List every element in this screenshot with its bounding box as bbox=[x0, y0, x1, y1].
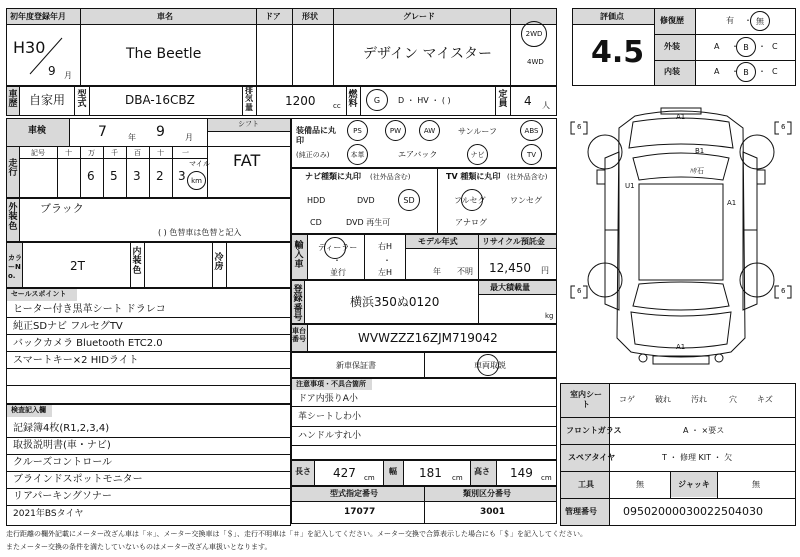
equip-leather-label: 本革 bbox=[350, 150, 365, 159]
equipment-label: 装備品に丸印 bbox=[296, 126, 336, 145]
repair-option-none bbox=[750, 11, 770, 31]
equip-airbag: エアバック bbox=[398, 150, 438, 159]
km-label: km bbox=[191, 176, 202, 185]
door-label: ドア bbox=[265, 12, 281, 21]
warranty-label: 新車保証書 bbox=[336, 361, 376, 370]
equip-pw-label: PW bbox=[389, 126, 402, 135]
footer-line-1: 走行距離の欄外記載にメーター改ざん車は「＊」、メーター交換車は「＄」、走行不明車は「＃」を記入してください。メーター交換で合算表示した場合にも「＄」を記入してください。 bbox=[6, 530, 587, 538]
exterior-label: 外装 bbox=[664, 42, 680, 51]
recycle-label: リサイクル預託金 bbox=[482, 237, 545, 246]
fuel-g: G bbox=[373, 95, 381, 105]
navi-type-note: (社外品含む) bbox=[370, 173, 411, 181]
caution-2: 革シートしわ小 bbox=[298, 412, 362, 422]
seat-option-scratch: キズ bbox=[757, 395, 773, 404]
mileage-header-man: 万 bbox=[88, 149, 95, 157]
class-no-label: 類別区分番号 bbox=[463, 489, 511, 498]
exterior-option-dot2: ・ bbox=[758, 42, 766, 51]
equip-abs-label: ABS bbox=[524, 126, 539, 135]
equip-aw-label: AW bbox=[423, 126, 436, 135]
navi-option-hdd: HDD bbox=[307, 196, 326, 205]
mileage-header-ten-thousands: 十 bbox=[65, 149, 72, 157]
caution-3: ハンドルすれ小 bbox=[298, 431, 362, 441]
model-year-unknown: 不明 bbox=[457, 267, 473, 276]
inspection-note-4: ブラインドスポットモニター bbox=[13, 474, 143, 485]
interior-option-b-label: B bbox=[743, 67, 749, 77]
recycle-value: 12,450 bbox=[489, 261, 531, 275]
chassis-label: 車台番号 bbox=[292, 327, 306, 344]
seat-option-stain: 汚れ bbox=[691, 395, 707, 404]
diagram-mark-a1-top: A1 bbox=[676, 113, 686, 121]
exterior-option-c: C bbox=[772, 42, 778, 51]
import-dot-2: ・ bbox=[383, 256, 391, 265]
repair-option-yes: 有 bbox=[726, 16, 734, 25]
equip-navi-label: ナビ bbox=[470, 150, 485, 159]
glass-label: フロントガラス bbox=[566, 426, 622, 435]
drive-2wd: 2WD bbox=[525, 30, 543, 38]
seats-value: 4 bbox=[524, 94, 532, 108]
registration-value: 横浜350ぬ0120 bbox=[350, 295, 440, 309]
seat-option-hole: 穴 bbox=[729, 395, 737, 404]
inspection-note-3: クルーズコントロール bbox=[13, 457, 112, 468]
mileage-header-ichi: 一 bbox=[182, 149, 189, 157]
equip-tv bbox=[521, 144, 542, 165]
footer-line-2: またメーター交換の条件を満たしていないものはメーター改ざん車扱いとなります。 bbox=[6, 543, 272, 551]
vehicle-class-label: 車歴 bbox=[8, 90, 18, 110]
selling-point-2: 純正SDナビ フルセグTV bbox=[13, 321, 123, 332]
car-diagram bbox=[565, 100, 797, 372]
tv-option-oneseg: ワンセグ bbox=[510, 196, 542, 205]
max-load-unit: kg bbox=[545, 312, 554, 320]
model-year-year: 年 bbox=[433, 267, 441, 276]
mileage-label: 走行 bbox=[8, 159, 18, 179]
equip-navi bbox=[467, 144, 488, 165]
displacement-unit: cc bbox=[333, 102, 341, 110]
seat-option-burn: コゲ bbox=[619, 395, 635, 404]
seats-label: 定員 bbox=[498, 90, 508, 110]
mileage-header-hyaku: 百 bbox=[134, 149, 141, 157]
first-reg-label: 初年度登録年月 bbox=[10, 12, 66, 21]
color-no-value: 2T bbox=[70, 259, 85, 273]
model-label: 型式 bbox=[77, 90, 87, 110]
width-unit: cm bbox=[452, 474, 463, 482]
inspection-note-6: 2021年BSタイヤ bbox=[13, 509, 84, 519]
spare-label: スペアタイヤ bbox=[568, 453, 616, 462]
import-label: 輸入車 bbox=[294, 241, 304, 270]
color-label: 外装色 bbox=[8, 203, 18, 232]
tread-rear-left: 6 bbox=[577, 287, 582, 295]
fuel-g-circle bbox=[366, 89, 388, 111]
car-name-label: 車名 bbox=[157, 12, 173, 21]
interior-color-label: 内装色 bbox=[132, 247, 142, 276]
class-no-value: 3001 bbox=[480, 507, 506, 517]
mileage-digit-4: 2 bbox=[156, 169, 164, 183]
width-label: 幅 bbox=[389, 467, 397, 476]
interior-option-c: C bbox=[772, 67, 778, 76]
inspection-notes-label: 検査記入欄 bbox=[11, 406, 46, 414]
equip-pw bbox=[385, 120, 406, 141]
cooling-label: 冷房 bbox=[214, 253, 224, 273]
tv-type-note: (社外品含む) bbox=[507, 173, 548, 181]
equip-ps bbox=[347, 120, 368, 141]
navi-option-sd-label: SD bbox=[403, 195, 415, 205]
mileage-digit-1: 6 bbox=[87, 169, 95, 183]
date-slash bbox=[28, 36, 64, 76]
selling-points-label: セールスポイント bbox=[11, 290, 67, 298]
inspection-year-unit: 年 bbox=[128, 133, 136, 142]
equip-ps-label: PS bbox=[353, 126, 362, 135]
navi-option-dvd-play: DVD 再生可 bbox=[346, 218, 391, 227]
selling-point-4: スマートキー×2 HIDライト bbox=[13, 355, 139, 366]
equip-tv-label: TV bbox=[526, 150, 537, 159]
drive-4wd: 4WD bbox=[527, 58, 544, 66]
mgmt-label: 管理番号 bbox=[565, 507, 597, 516]
glass-options: A ・ ×要ス bbox=[683, 426, 725, 435]
tv-type-label: TV 種類に丸印 bbox=[446, 172, 501, 181]
diagram-mark-b1: B1 bbox=[695, 147, 705, 155]
score-value: 4.5 bbox=[591, 35, 645, 70]
type-no-label: 型式指定番号 bbox=[330, 489, 378, 498]
navi-option-cd: CD bbox=[310, 218, 322, 227]
registration-label: 登録番号 bbox=[293, 285, 303, 324]
first-reg-month-unit: 月 bbox=[64, 71, 72, 80]
exterior-option-dot1: ・ bbox=[731, 42, 739, 51]
inspection-month-unit: 月 bbox=[185, 133, 193, 142]
equip-leather bbox=[347, 144, 368, 165]
recycle-unit: 円 bbox=[541, 266, 549, 275]
inspection-note-2: 取扱説明書(車・ナビ) bbox=[13, 440, 111, 451]
shift-value: FAT bbox=[233, 151, 261, 170]
equipment-sub-label: (純正のみ) bbox=[296, 151, 330, 159]
width-value: 181 bbox=[419, 466, 442, 480]
interior-option-b bbox=[736, 62, 756, 82]
inspection-note-1: 記録簿4枚(R1,2,3,4) bbox=[13, 423, 110, 434]
tv-option-analog: アナログ bbox=[455, 218, 487, 227]
tv-option-fullseg: フルセグ bbox=[454, 196, 486, 205]
mileage-digit-3: 3 bbox=[133, 169, 141, 183]
mileage-header-juu: 十 bbox=[157, 149, 164, 157]
grade-label: グレード bbox=[403, 12, 435, 21]
inspection-year: 7 bbox=[98, 124, 107, 140]
cautions-label: 注意事項・不具合箇所 bbox=[296, 380, 366, 388]
repair-label: 修復歴 bbox=[660, 16, 684, 25]
tread-rear-right: 6 bbox=[781, 287, 786, 295]
mgmt-value: 09502000030022504030 bbox=[623, 505, 763, 518]
inspection-month: 9 bbox=[156, 124, 165, 140]
import-right-h: 右H bbox=[378, 242, 393, 251]
mileage-digit-5: 3 bbox=[178, 169, 186, 183]
km-circle bbox=[187, 171, 206, 190]
tread-front-left: 6 bbox=[577, 123, 582, 131]
max-load-label: 最大積載量 bbox=[490, 283, 530, 292]
diagram-mark-a1-right: A1 bbox=[727, 199, 737, 207]
chassis-value: WVWZZZ16ZJM719042 bbox=[358, 331, 498, 345]
seats-unit: 人 bbox=[542, 101, 550, 110]
interior-option-dot1: ・ bbox=[731, 67, 739, 76]
mileage-digit-2: 5 bbox=[110, 169, 118, 183]
displacement-value: 1200 bbox=[285, 94, 316, 108]
tools-label: 工具 bbox=[578, 480, 594, 489]
equip-aw bbox=[419, 120, 440, 141]
manual-label: 車両取説 bbox=[474, 361, 506, 370]
navi-option-sd bbox=[398, 189, 420, 211]
color-no-block bbox=[6, 242, 291, 288]
tread-front-right: 6 bbox=[781, 123, 786, 131]
shape-label: 形状 bbox=[302, 12, 318, 21]
selling-point-3: バックカメラ Bluetooth ETC2.0 bbox=[13, 338, 163, 349]
displacement-label: 排気量 bbox=[245, 86, 253, 112]
exterior-option-a: A bbox=[714, 42, 720, 51]
spare-options: T ・ 修理 KIT ・ 欠 bbox=[662, 453, 733, 462]
repair-option-dot: ・ bbox=[744, 16, 752, 25]
grade-value: デザイン マイスター bbox=[363, 46, 493, 62]
seat-option-tear: 破れ bbox=[655, 395, 671, 404]
diagram-mark-a1-bottom: A1 bbox=[676, 343, 686, 351]
import-dot-1: ・ bbox=[333, 256, 341, 265]
exterior-option-b-label: B bbox=[743, 42, 749, 52]
fuel-options: D ・ HV ・ ( ) bbox=[398, 96, 451, 105]
model-value: DBA-16CBZ bbox=[125, 93, 195, 107]
equip-sunroof: サンルーフ bbox=[458, 127, 497, 136]
score-label: 評価点 bbox=[600, 12, 624, 21]
length-unit: cm bbox=[364, 474, 375, 482]
import-left-h: 左H bbox=[378, 268, 393, 277]
seat-label: 室内シート bbox=[570, 390, 602, 410]
length-label: 長さ bbox=[295, 467, 311, 476]
first-reg-era: H30 bbox=[13, 38, 46, 57]
car-name-value: The Beetle bbox=[126, 46, 202, 62]
model-year-label: モデル年式 bbox=[418, 237, 458, 246]
mileage-header-symbol: 記号 bbox=[31, 149, 45, 157]
first-reg-month: 9 bbox=[48, 64, 56, 78]
fuel-label: 燃料 bbox=[348, 90, 358, 110]
diagram-mark-hu: ﾊｻ石 bbox=[690, 167, 704, 175]
height-unit: cm bbox=[541, 474, 552, 482]
interior-label: 内装 bbox=[664, 67, 680, 76]
color-value: ブラック bbox=[40, 202, 84, 215]
shift-label: シフト bbox=[238, 120, 259, 128]
selling-point-1: ヒーター付き黒革シート ドラレコ bbox=[13, 304, 166, 315]
navi-option-dvd: DVD bbox=[357, 196, 375, 205]
tools-value: 無 bbox=[636, 480, 644, 489]
vehicle-class-value: 自家用 bbox=[29, 93, 66, 107]
length-value: 427 bbox=[333, 466, 356, 480]
jack-value: 無 bbox=[752, 480, 760, 489]
equip-abs bbox=[520, 120, 543, 141]
navi-type-label: ナビ種類に丸印 bbox=[305, 172, 361, 181]
import-dealer: ディーラー bbox=[318, 243, 358, 252]
import-parallel: 並行 bbox=[330, 268, 346, 277]
exterior-option-b bbox=[736, 37, 756, 57]
inspection-label: 車検 bbox=[28, 126, 47, 136]
color-repaint-note: ( ) 色替車は色替と記入 bbox=[158, 228, 242, 237]
interior-option-dot2: ・ bbox=[758, 67, 766, 76]
header-strip bbox=[7, 9, 556, 24]
type-no-value: 17077 bbox=[344, 507, 376, 517]
inspection-note-5: リアパーキングソナー bbox=[13, 491, 112, 502]
interior-option-a: A bbox=[714, 67, 720, 76]
caution-1: ドア内張りA小 bbox=[298, 394, 358, 404]
color-no-label: カラーNo. bbox=[8, 254, 22, 281]
drive-2wd-circle bbox=[521, 21, 547, 47]
repair-option-none-label: 無 bbox=[756, 16, 764, 26]
height-label: 高さ bbox=[474, 467, 490, 476]
mile-label: マイル bbox=[189, 160, 210, 168]
diagram-mark-u1: U1 bbox=[625, 182, 635, 190]
height-value: 149 bbox=[510, 466, 533, 480]
jack-label: ジャッキ bbox=[678, 480, 710, 489]
mileage-header-sen: 千 bbox=[111, 149, 118, 157]
